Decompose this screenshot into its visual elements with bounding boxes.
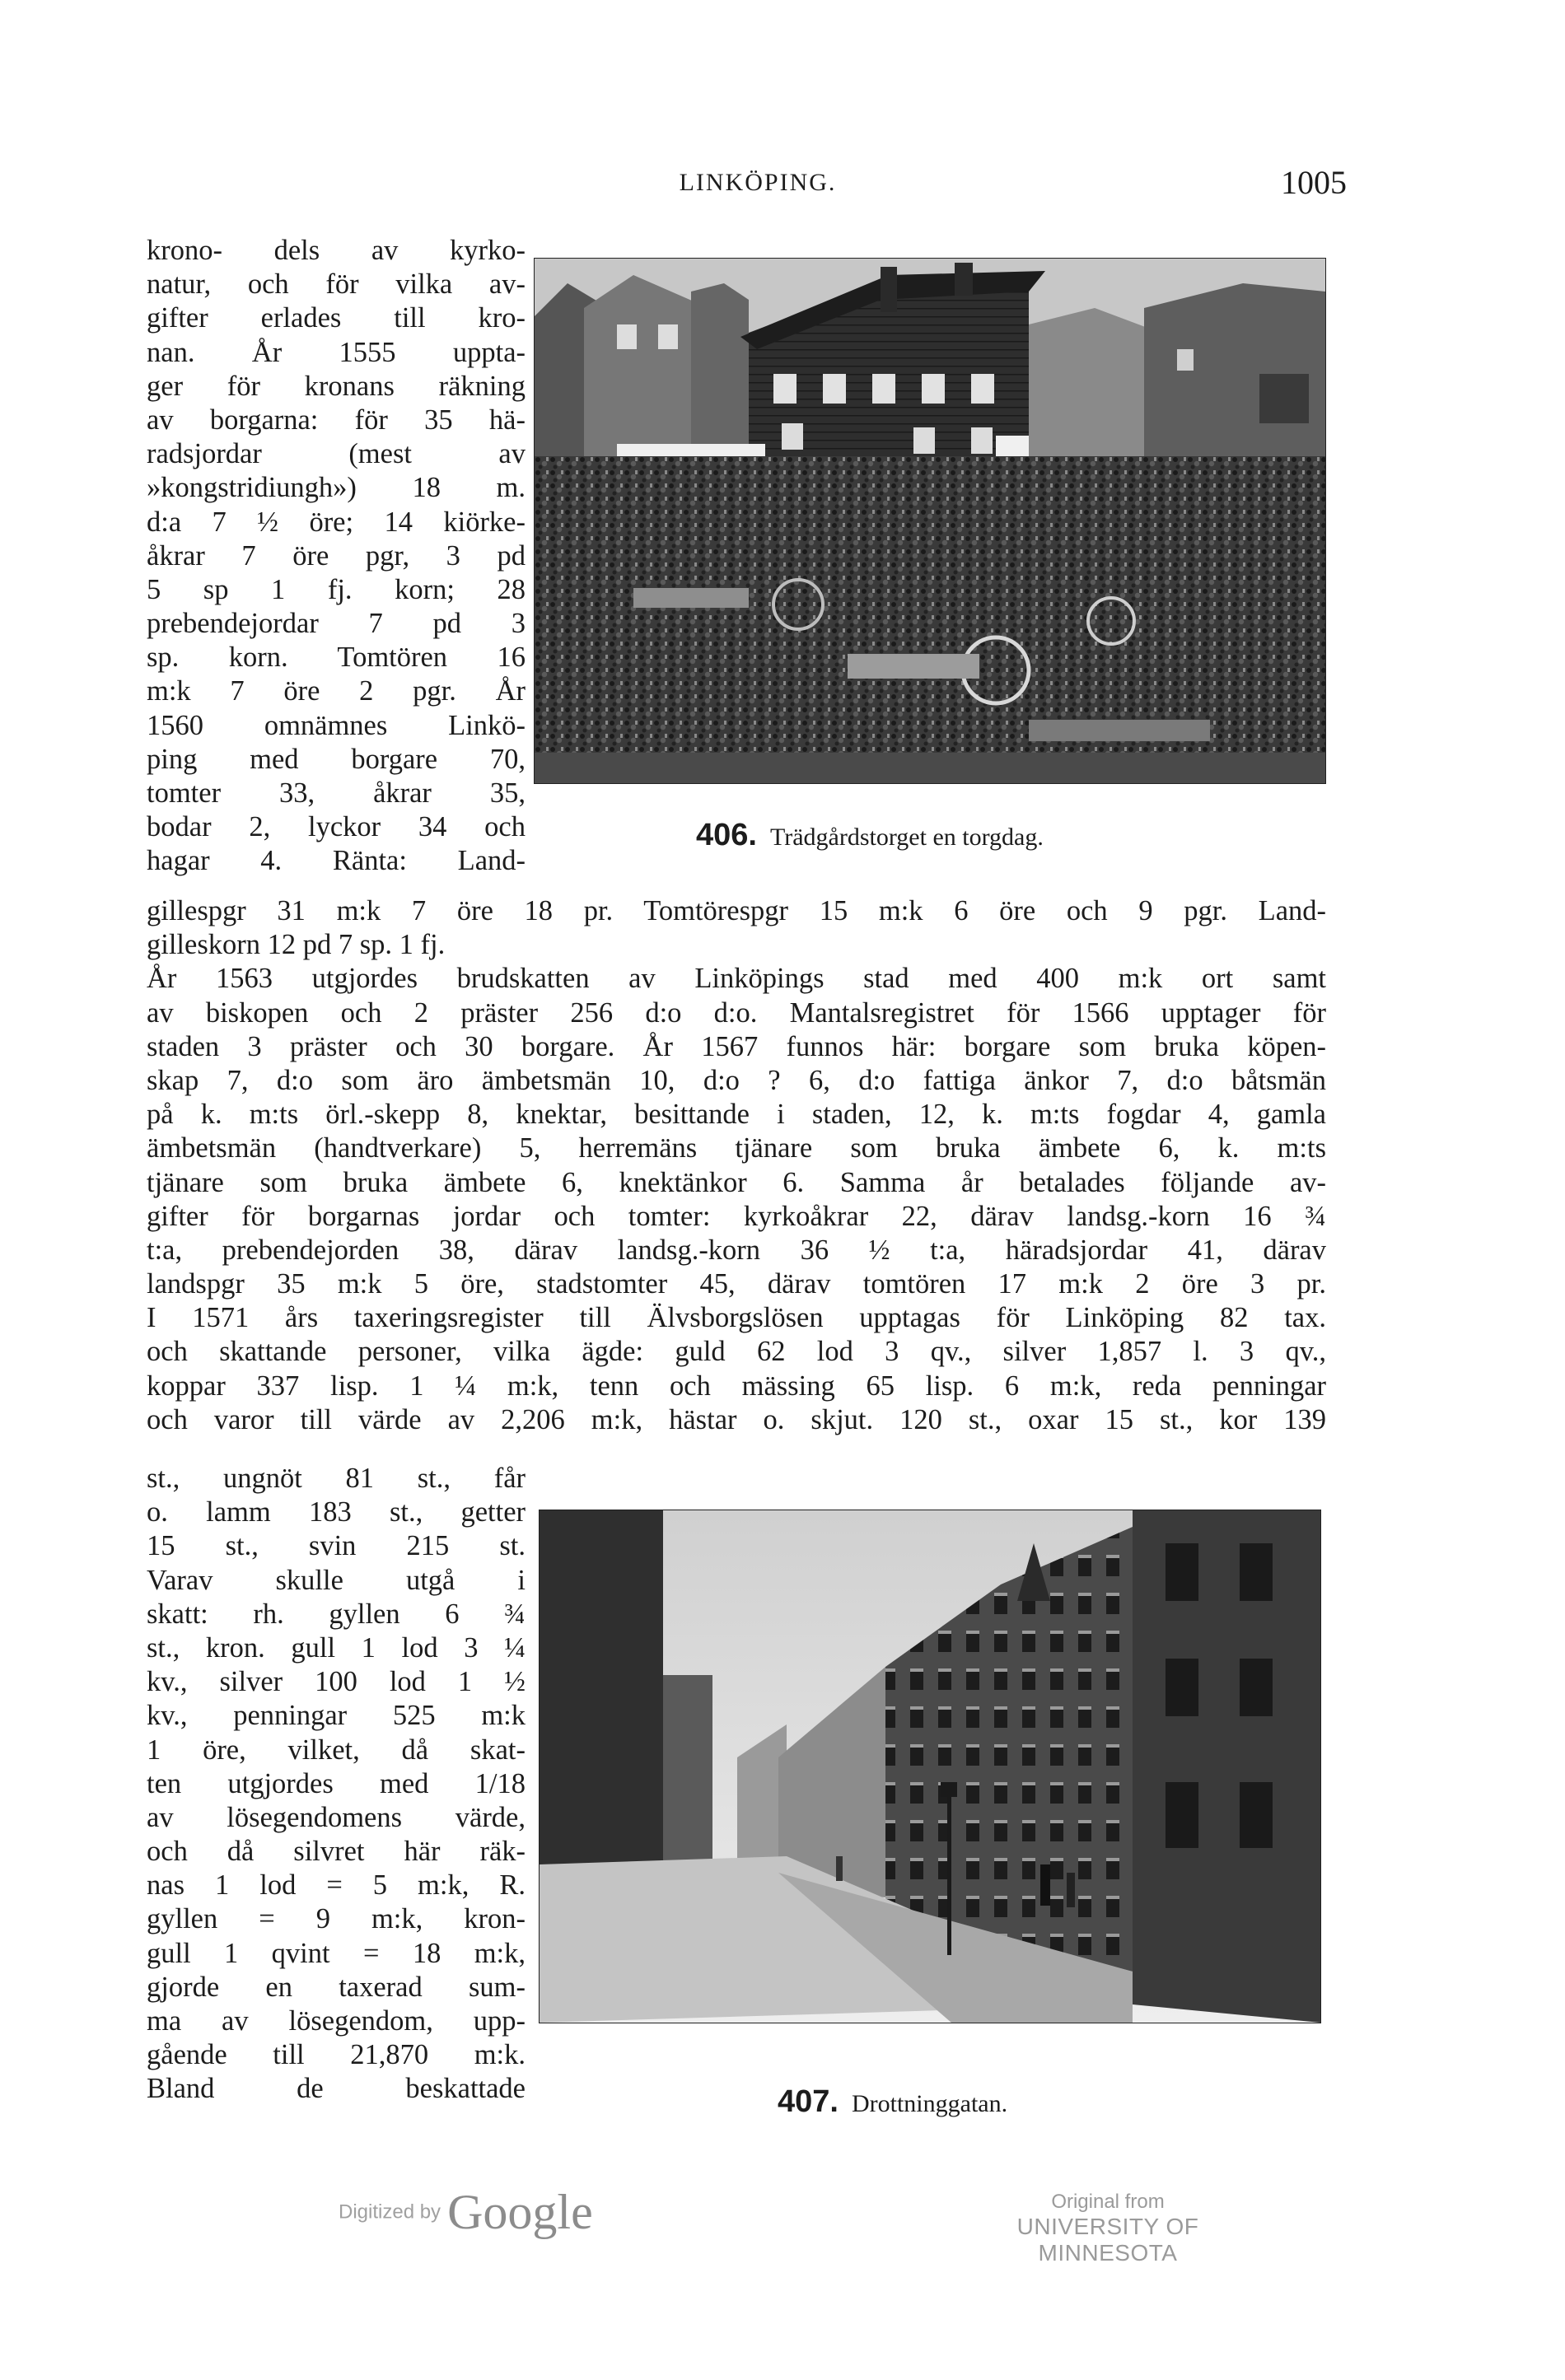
text-line: nas 1 lod = 5 m:k, R. bbox=[147, 1869, 526, 1902]
text-line: på k. m:ts örl.-skepp 8, knektar, besittande i staden, 12, k. m:ts fogdar 4, gamla bbox=[147, 1099, 1326, 1131]
text-line: skap 7, d:o som äro ämbetsmän 10, d:o ? 6, d:o fattiga änkor 7, d:o båtsmän bbox=[147, 1064, 1326, 1096]
text-line: ger för kronans räkning bbox=[147, 370, 526, 402]
text-line: koppar 337 lisp. 1 ¼ m:k, tenn och mässing 65 lisp. 6 m:k, reda penningar bbox=[147, 1370, 1326, 1402]
text-line: tomter 33, åkrar 35, bbox=[147, 777, 526, 809]
text-line: och varor till värde av 2,206 m:k, hästar o. skjut. 120 st., oxar 15 st., kor 139 bbox=[147, 1403, 1326, 1435]
text-column-lower bbox=[147, 1462, 526, 2107]
text-line: gifter för borgarnas jordar och tomter: kyrkoåkrar 22, därav landsg.-korn 16 ¾ bbox=[147, 1200, 1326, 1232]
text-line: ping med borgare 70, bbox=[147, 743, 526, 775]
text-line: ma av lösegendom, upp- bbox=[147, 2005, 526, 2037]
text-line: st., kron. gull 1 lod 3 ¼ bbox=[147, 1631, 526, 1664]
text-line: och skattande personer, vilka ägde: guld 62 lod 3 qv., silver 1,857 l. 3 qv., bbox=[147, 1336, 1326, 1368]
page-number: 1005 bbox=[1281, 164, 1347, 201]
text-line: bodar 2, lyckor 34 och bbox=[147, 811, 526, 843]
text-line: I 1571 års taxeringsregister till Älvsborgslösen upptagas för Linköping 82 tax. bbox=[147, 1302, 1326, 1334]
photo-tradgardstorget bbox=[534, 258, 1326, 784]
text-line: t:a, prebendejorden 38, därav landsg.-korn 36 ½ t:a, häradsjordar 41, därav bbox=[147, 1234, 1326, 1266]
text-line: gifter erlades till kro- bbox=[147, 302, 526, 334]
text-line: kv., silver 100 lod 1 ½ bbox=[147, 1666, 526, 1698]
text-line: tjänare som bruka ämbete 6, knektänkor 6. Samma år betalades följande av- bbox=[147, 1166, 1326, 1198]
text-line: åkrar 7 öre pgr, 3 pd bbox=[147, 539, 526, 572]
figure-number: 406. bbox=[696, 818, 757, 852]
text-line: m:k 7 öre 2 pgr. År bbox=[147, 675, 526, 707]
text-line: hagar 4. Ränta: Land- bbox=[147, 845, 526, 877]
text-line: År 1563 utgjordes brudskatten av Linköpings stad med 400 m:k ort samt bbox=[147, 963, 1326, 995]
figure-caption-text: Drottninggatan. bbox=[851, 2090, 1008, 2117]
text-line: av biskopen och 2 präster 256 d:o d:o. Mantalsregistret för 1566 upptager för bbox=[147, 996, 1326, 1029]
text-column-full bbox=[147, 894, 1326, 1437]
text-line: landspgr 35 m:k 5 öre, stadstomter 45, därav tomtören 17 m:k 2 öre 3 pr. bbox=[147, 1268, 1326, 1300]
text-line: av borgarna: för 35 hä- bbox=[147, 404, 526, 436]
photo-drottninggatan bbox=[539, 1510, 1321, 2023]
text-line: d:a 7 ½ öre; 14 kiörke- bbox=[147, 506, 526, 538]
text-line: nan. År 1555 uppta- bbox=[147, 336, 526, 368]
figure-number: 407. bbox=[778, 2084, 839, 2119]
text-line: ämbetsmän (handtverkare) 5, herremäns tjänare som bruka ämbete 6, k. m:ts bbox=[147, 1132, 1326, 1164]
figure-caption-text: Trädgårdstorget en torgdag. bbox=[769, 824, 1044, 851]
text-line: ten utgjordes med 1/18 bbox=[147, 1767, 526, 1799]
running-head: LINKÖPING. bbox=[679, 169, 837, 196]
figure-caption-407 bbox=[778, 2084, 1007, 2120]
text-line: natur, och för vilka av- bbox=[147, 268, 526, 301]
text-line: »kongstridiungh») 18 m. bbox=[147, 472, 526, 504]
text-line: gjorde en taxerad sum- bbox=[147, 1971, 526, 2003]
text-line: kv., penningar 525 m:k bbox=[147, 1700, 526, 1732]
text-line: 1560 omnämnes Linkö- bbox=[147, 709, 526, 741]
institution-name: UNIVERSITY OF MINNESOTA bbox=[1016, 2214, 1199, 2266]
text-line: gående till 21,870 m:k. bbox=[147, 2039, 526, 2071]
text-line: gilleskorn 12 pd 7 sp. 1 fj. bbox=[147, 929, 446, 961]
google-logo: Google bbox=[447, 2185, 593, 2239]
text-line: st., ungnöt 81 st., får bbox=[147, 1463, 526, 1494]
text-line: gull 1 qvint = 18 m:k, bbox=[147, 1937, 526, 1969]
text-line: Bland de beskattade bbox=[147, 2073, 526, 2105]
digitized-by-label: Digitized by bbox=[339, 2200, 441, 2224]
text-line: av lösegendomens värde, bbox=[147, 1801, 526, 1833]
market-square-illustration bbox=[535, 259, 1325, 783]
text-column-upper bbox=[147, 234, 526, 879]
text-line: prebendejordar 7 pd 3 bbox=[147, 608, 526, 640]
original-from-watermark bbox=[960, 2191, 1256, 2266]
text-line: radsjordar (mest av bbox=[147, 438, 526, 470]
text-line: 1 öre, vilket, då skat- bbox=[147, 1734, 526, 1766]
text-line: och då silvret här räk- bbox=[147, 1836, 526, 1868]
street-illustration bbox=[540, 1510, 1320, 2023]
text-line: sp. korn. Tomtören 16 bbox=[147, 642, 526, 674]
text-line: Varav skulle utgå i bbox=[147, 1564, 526, 1596]
digitized-by-watermark bbox=[339, 2184, 593, 2241]
text-line: gyllen = 9 m:k, kron- bbox=[147, 1903, 526, 1935]
text-line: o. lamm 183 st., getter bbox=[147, 1496, 526, 1528]
text-line: 15 st., svin 215 st. bbox=[147, 1530, 526, 1562]
text-line: 5 sp 1 fj. korn; 28 bbox=[147, 573, 526, 605]
text-line: gillespgr 31 m:k 7 öre 18 pr. Tomtörespgr 15 m:k 6 öre och 9 pgr. Land- bbox=[147, 895, 1326, 926]
text-line: krono- dels av kyrko- bbox=[147, 235, 526, 266]
text-line: staden 3 präster och 30 borgare. År 1567 funnos här: borgare som bruka köpen- bbox=[147, 1030, 1326, 1062]
figure-caption-406 bbox=[696, 818, 1044, 853]
original-from-label: Original from bbox=[1051, 2191, 1165, 2213]
text-line: skatt: rh. gyllen 6 ¾ bbox=[147, 1598, 526, 1630]
